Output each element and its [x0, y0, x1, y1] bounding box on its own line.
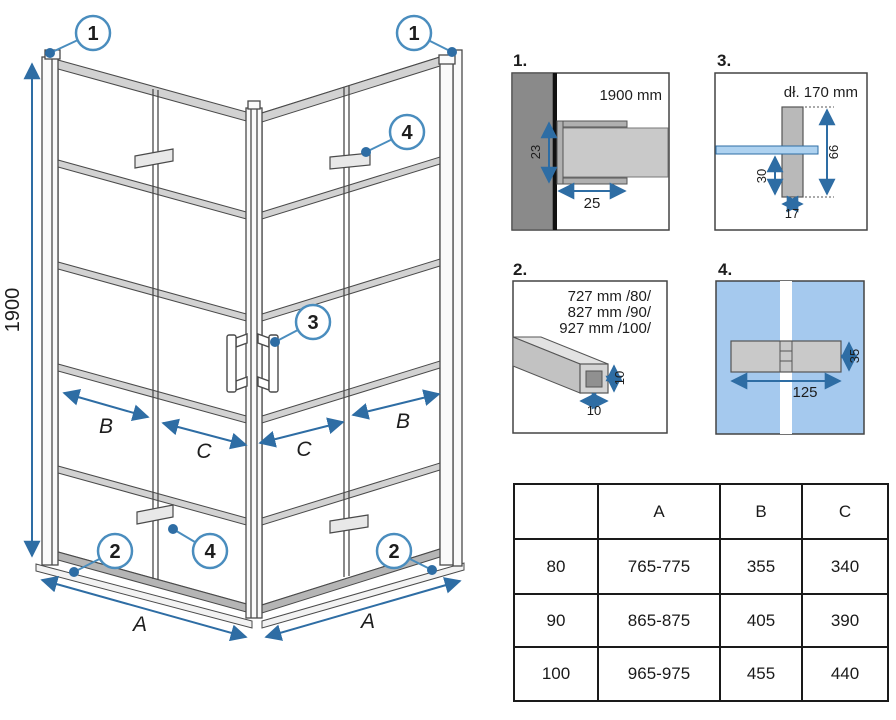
detail-2-length-80: 727 mm /80/ [567, 288, 651, 305]
detail-2-height: 10 [612, 370, 627, 386]
left-glass-wall [58, 62, 250, 605]
b-cell: 405 [720, 594, 802, 647]
wall-profile-left [42, 50, 60, 565]
size-table-header-row [514, 484, 888, 539]
corner-post [246, 101, 262, 618]
svg-text:1: 1 [408, 23, 420, 45]
b-label-left: B [98, 415, 114, 438]
detail-3-width: 17 [784, 206, 800, 221]
size-cell: 90 [514, 594, 598, 647]
height-dimension [2, 64, 32, 556]
c-label-right: C [296, 438, 312, 461]
svg-text:4: 4 [204, 541, 216, 563]
detail-4-hinge [716, 260, 864, 434]
detail-3-height: 66 [826, 144, 841, 160]
c-cell: 440 [802, 647, 888, 701]
b-cell: 455 [720, 647, 802, 701]
a-cell: 965-975 [598, 647, 720, 701]
a-cell: 765-775 [598, 539, 720, 594]
wall-profile-right [439, 50, 462, 566]
table-row [514, 594, 888, 647]
height-dimension-label: 1900 [2, 287, 24, 333]
detail-1-wall-profile [512, 51, 669, 230]
glass-bar-section [716, 146, 818, 154]
detail-3-offset: 30 [754, 168, 769, 184]
detail-2-stabilizer-bar [513, 260, 667, 433]
size-table [513, 483, 889, 702]
size-cell: 80 [514, 539, 598, 594]
header-empty [514, 484, 598, 539]
header-c: C [802, 484, 888, 539]
svg-text:3: 3 [307, 312, 319, 334]
header-a: A [598, 484, 720, 539]
detail-4-height: 35 [847, 348, 862, 364]
b-label-right: B [395, 410, 411, 433]
detail-3-label: 3. [717, 51, 732, 70]
detail-3-handle-profile [715, 51, 867, 230]
detail-4-width: 125 [792, 384, 818, 401]
svg-text:2: 2 [388, 541, 400, 563]
svg-text:1: 1 [87, 23, 99, 45]
c-cell: 340 [802, 539, 888, 594]
table-row [514, 539, 888, 594]
header-b: B [720, 484, 802, 539]
size-cell: 100 [514, 647, 598, 701]
detail-3-length: dł. 170 mm [783, 84, 858, 101]
detail-1-label: 1. [513, 51, 528, 70]
main-drawing [2, 16, 464, 637]
detail-2-length-90: 827 mm /90/ [567, 304, 651, 321]
width-label-right: A [360, 610, 376, 633]
a-cell: 865-875 [598, 594, 720, 647]
detail-2-length-100: 927 mm /100/ [559, 320, 651, 337]
svg-text:4: 4 [401, 122, 413, 144]
detail-2-label: 2. [513, 260, 528, 279]
hinge-plate [731, 341, 841, 372]
b-cell: 355 [720, 539, 802, 594]
detail-1-width: 25 [583, 195, 601, 212]
table-row [514, 647, 888, 701]
detail-4-label: 4. [718, 260, 733, 279]
c-cell: 390 [802, 594, 888, 647]
detail-1-depth: 23 [528, 144, 543, 160]
width-label-left: A [132, 613, 148, 636]
svg-text:2: 2 [109, 541, 121, 563]
detail-1-height: 1900 mm [599, 87, 662, 104]
detail-2-width: 10 [586, 403, 602, 418]
glass-panel-section [563, 128, 668, 177]
c-label-left: C [196, 440, 212, 463]
